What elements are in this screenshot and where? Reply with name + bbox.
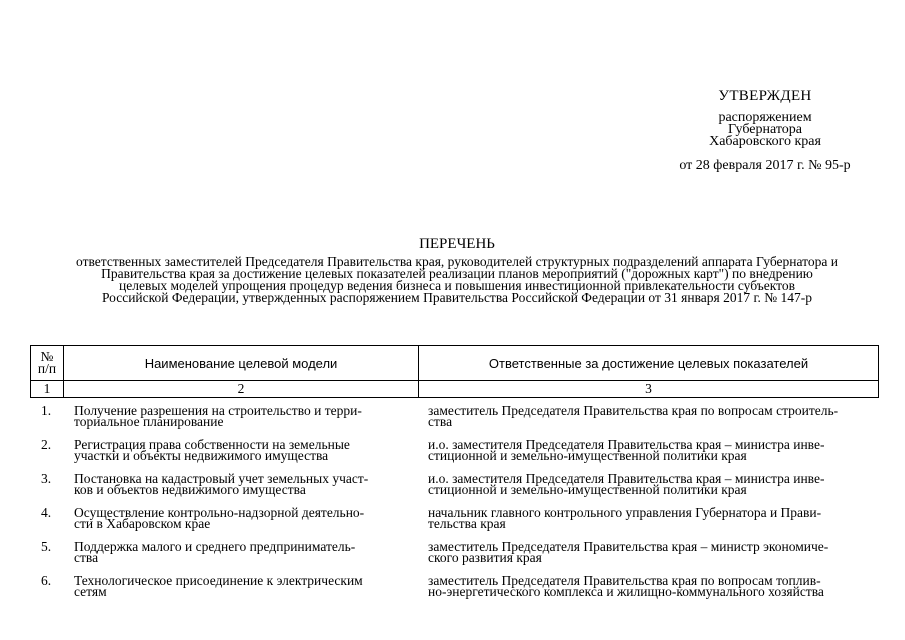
row-model-line: сти в Хабаровском крае	[74, 516, 211, 531]
approval-line-3: Хабаровского края	[709, 134, 821, 149]
column-number-3: 3	[419, 381, 879, 398]
table-row	[30, 541, 878, 575]
row-model-line: Регистрация права собственности на земельные	[74, 437, 350, 452]
row-responsible	[414, 439, 878, 473]
row-responsible-line: тельства края	[428, 516, 506, 531]
document-subtitle	[30, 256, 884, 304]
header-model: Наименование целевой модели	[64, 346, 419, 381]
row-responsible-line: ского развития края	[428, 550, 542, 565]
row-number: 2.	[40, 437, 52, 452]
header-number-line2: п/п	[37, 361, 57, 376]
header-number-line1: №	[40, 349, 54, 364]
row-model-line: ториальное планирование	[74, 414, 224, 429]
row-responsible-line: заместитель Председателя Правительства края по вопросам топлив-	[428, 573, 821, 588]
header-number	[31, 346, 64, 381]
row-model	[62, 405, 414, 439]
subtitle-line: Российской Федерации, утвержденных распоряжением Правительства Российской Федерации от 31 января 2017 г. № 147-р	[101, 290, 813, 305]
row-number: 5.	[40, 539, 52, 554]
row-responsible-line: но-энергетического комплекса и жилищно-коммунального хозяйства	[428, 584, 824, 599]
row-model-line: ства	[74, 550, 99, 565]
row-model-line: сетям	[74, 584, 107, 599]
row-model-line: Осуществление контрольно-надзорной деятельно-	[74, 505, 365, 520]
row-model-line: Постановка на кадастровый учет земельных участ-	[74, 471, 369, 486]
approval-block	[640, 90, 890, 172]
column-number-1: 1	[31, 381, 64, 398]
row-model	[62, 507, 414, 541]
subtitle-line: ответственных заместителей Председателя Правительства края, руководителей структурных подразделений аппарата Губернатора и	[76, 254, 838, 269]
row-responsible	[414, 541, 878, 575]
row-responsible-line: ства	[428, 414, 453, 429]
table-row	[30, 405, 878, 439]
row-responsible-line: и.о. заместителя Председателя Правительства края – министра инве-	[428, 437, 825, 452]
table-body	[30, 405, 878, 609]
row-model	[62, 473, 414, 507]
row-responsible-line: заместитель Председателя Правительства края – министр экономиче-	[428, 539, 829, 554]
table-header	[30, 345, 879, 398]
row-responsible	[414, 405, 878, 439]
row-responsible-line: заместитель Председателя Правительства края по вопросам строитель-	[428, 403, 839, 418]
subtitle-line: целевых моделей упрощения процедур ведения бизнеса и повышения инвестиционной привлекательности субъектов	[119, 278, 795, 293]
row-number: 6.	[40, 573, 52, 588]
approval-line-1: распоряжением	[718, 110, 812, 125]
row-model	[62, 439, 414, 473]
approval-heading: УТВЕРЖДЕН	[718, 88, 812, 104]
row-model	[62, 541, 414, 575]
document-title: ПЕРЕЧЕНЬ	[419, 236, 495, 252]
row-responsible	[414, 575, 878, 609]
row-model-line: участки и объекты недвижимого имущества	[74, 448, 329, 463]
approval-line-2: Губернатора	[727, 122, 803, 137]
row-responsible	[414, 507, 878, 541]
column-number-2: 2	[64, 381, 419, 398]
row-model-line: Поддержка малого и среднего предприниматель-	[74, 539, 356, 554]
table-row	[30, 473, 878, 507]
row-model-line: ков и объектов недвижимого имущества	[74, 482, 306, 497]
row-model-line: Технологическое присоединение к электрическим	[74, 573, 363, 588]
row-responsible	[414, 473, 878, 507]
table-row	[30, 439, 878, 473]
table-row	[30, 575, 878, 609]
row-number: 1.	[40, 403, 52, 418]
row-responsible-line: стиционной и земельно-имущественной политики края	[428, 482, 747, 497]
header-responsible: Ответственные за достижение целевых показателей	[419, 346, 879, 381]
row-number: 4.	[40, 505, 52, 520]
row-responsible-line: начальник главного контрольного управления Губернатора и Прави-	[428, 505, 822, 520]
table-row	[30, 507, 878, 541]
row-model-line: Получение разрешения на строительство и терри-	[74, 403, 362, 418]
row-model	[62, 575, 414, 609]
row-responsible-line: и.о. заместителя Председателя Правительства края – министра инве-	[428, 471, 825, 486]
row-responsible-line: стиционной и земельно-имущественной политики края	[428, 448, 747, 463]
row-number: 3.	[40, 471, 52, 486]
subtitle-line: Правительства края за достижение целевых показателей реализации планов мероприятий ("дорожных карт") по внедрению	[101, 266, 813, 281]
approval-date: от 28 февраля 2017 г. № 95-р	[679, 158, 851, 173]
